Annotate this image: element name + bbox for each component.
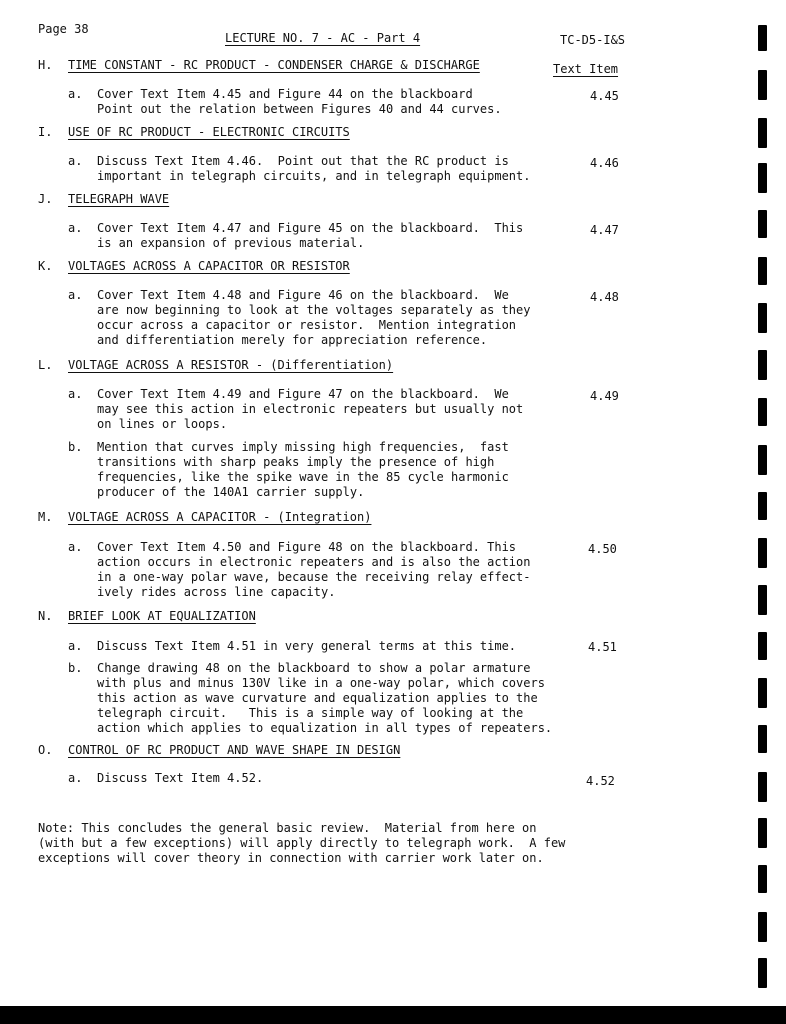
- section-m-item-a-letter: a.: [68, 540, 83, 554]
- scan-edge-mark: [758, 585, 767, 615]
- section-m-letter: M.: [38, 510, 53, 524]
- section-o-title: CONTROL OF RC PRODUCT AND WAVE SHAPE IN DESIGN: [68, 743, 401, 757]
- section-n-letter: N.: [38, 609, 53, 623]
- section-j-item-a-letter: a.: [68, 221, 83, 235]
- scan-edge-mark: [758, 678, 767, 708]
- scan-edge-mark: [758, 865, 767, 893]
- document-code: TC-D5-I&S: [560, 33, 626, 47]
- scan-edge-mark: [758, 958, 767, 988]
- scan-edge-mark: [758, 912, 767, 942]
- scan-edge-mark: [758, 257, 767, 285]
- section-k-title: VOLTAGES ACROSS A CAPACITOR OR RESISTOR: [68, 259, 350, 273]
- section-l-letter: L.: [38, 358, 53, 372]
- section-i-title: USE OF RC PRODUCT - ELECTRONIC CIRCUITS: [68, 125, 350, 139]
- section-k-item-a-letter: a.: [68, 288, 83, 302]
- page-number: Page 38: [38, 22, 89, 36]
- section-i-item-a-ref: 4.46: [590, 156, 619, 170]
- section-j-title: TELEGRAPH WAVE: [68, 192, 170, 206]
- section-h-title: TIME CONSTANT - RC PRODUCT - CONDENSER CHARGE & DISCHARGE: [68, 58, 480, 72]
- section-i-letter: I.: [38, 125, 53, 139]
- section-n-item-a-letter: a.: [68, 639, 83, 653]
- section-k-item-a-text: Cover Text Item 4.48 and Figure 46 on the blackboard. We are now beginning to look at the voltages separately as they occur across a capacitor or resistor. Mention integration and differentiation merely for appreciation reference.: [97, 288, 531, 347]
- section-j-item-a-text: Cover Text Item 4.47 and Figure 45 on the blackboard. This is an expansion of previous material.: [97, 221, 524, 250]
- scan-edge-mark: [758, 210, 767, 238]
- section-n-item-a-ref: 4.51: [588, 640, 617, 654]
- lecture-title: LECTURE NO. 7 - AC - Part 4: [225, 31, 421, 45]
- scan-edge-mark: [758, 445, 767, 475]
- scan-bottom-border: [0, 1006, 786, 1024]
- section-k-item-a-ref: 4.48: [590, 290, 619, 304]
- section-h-item-a-ref: 4.45: [590, 89, 619, 103]
- scan-edge-mark: [758, 25, 767, 51]
- section-o-item-a-letter: a.: [68, 771, 83, 785]
- scan-edge-mark: [758, 818, 767, 848]
- section-o-item-a-ref: 4.52: [586, 774, 615, 788]
- section-n-item-b-letter: b.: [68, 661, 83, 675]
- scan-edge-mark: [758, 303, 767, 333]
- section-l-item-a-text: Cover Text Item 4.49 and Figure 47 on the blackboard. We may see this action in electronic repeaters but usually not on lines or loops.: [97, 387, 524, 431]
- text-item-column-label: Text Item: [553, 62, 619, 76]
- scan-edge-mark: [758, 772, 767, 802]
- closing-note: Note: This concludes the general basic review. Material from here on (with but a few exceptions) will apply directly to telegraph work. A few exceptions will cover theory in connection with carrier work later on.: [38, 821, 566, 865]
- scan-edge-mark: [758, 163, 767, 193]
- section-o-item-a-text: Discuss Text Item 4.52.: [97, 771, 264, 785]
- scan-edge-mark: [758, 118, 767, 148]
- section-n-item-b-text: Change drawing 48 on the blackboard to show a polar armature with plus and minus 130V like in a one-way polar, which covers this action as wave curvature and equalization applies to the telegraph circuit. This is a simple way of looking at the action which applies to equalization in all types of repeaters.: [97, 661, 553, 735]
- section-k-letter: K.: [38, 259, 53, 273]
- section-l-item-b-letter: b.: [68, 440, 83, 454]
- section-m-title: VOLTAGE ACROSS A CAPACITOR - (Integration): [68, 510, 372, 524]
- section-h-letter: H.: [38, 58, 53, 72]
- section-o-letter: O.: [38, 743, 53, 757]
- section-j-letter: J.: [38, 192, 53, 206]
- scan-edge-mark: [758, 398, 767, 426]
- section-h-item-a-text: Cover Text Item 4.45 and Figure 44 on the blackboard Point out the relation between Figures 40 and 44 curves.: [97, 87, 502, 116]
- section-j-item-a-ref: 4.47: [590, 223, 619, 237]
- scan-edge-mark: [758, 350, 767, 380]
- scan-edge-mark: [758, 538, 767, 568]
- section-l-item-a-letter: a.: [68, 387, 83, 401]
- scan-edge-mark: [758, 725, 767, 753]
- section-h-item-a-letter: a.: [68, 87, 83, 101]
- section-n-item-a-text: Discuss Text Item 4.51 in very general terms at this time.: [97, 639, 517, 653]
- section-m-item-a-ref: 4.50: [588, 542, 617, 556]
- section-i-item-a-text: Discuss Text Item 4.46. Point out that the RC product is important in telegraph circuits, and in telegraph equipment.: [97, 154, 531, 183]
- section-l-item-a-ref: 4.49: [590, 389, 619, 403]
- scan-edge-mark: [758, 70, 767, 100]
- section-l-item-b-text: Mention that curves imply missing high frequencies, fast transitions with sharp peaks imply the presence of high frequencies, like the spike wave in the 85 cycle harmonic producer of the 140A1 carrier supply.: [97, 440, 509, 499]
- section-l-title: VOLTAGE ACROSS A RESISTOR - (Differentiation): [68, 358, 394, 372]
- scan-edge-mark: [758, 632, 767, 660]
- section-m-item-a-text: Cover Text Item 4.50 and Figure 48 on the blackboard. This action occurs in electronic repeaters and is also the action in a one-way polar wave, because the receiving relay effect- ively rides across line capacity.: [97, 540, 531, 599]
- section-n-title: BRIEF LOOK AT EQUALIZATION: [68, 609, 256, 623]
- scan-edge-mark: [758, 492, 767, 520]
- section-i-item-a-letter: a.: [68, 154, 83, 168]
